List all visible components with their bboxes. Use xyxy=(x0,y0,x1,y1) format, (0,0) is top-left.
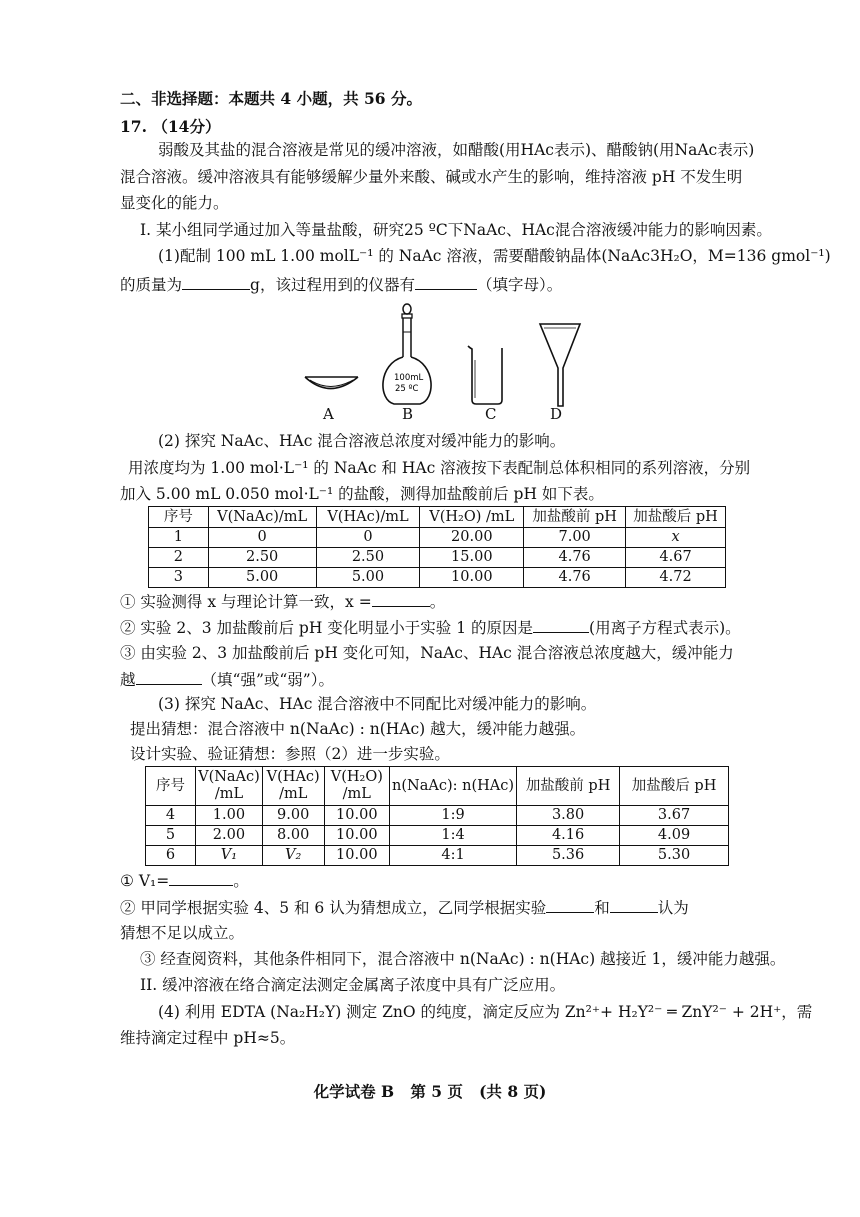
q2-item-3-text: 越 xyxy=(120,671,136,689)
table2-header: V(H₂O) /mL xyxy=(324,767,389,806)
q3-item-2-end: 认为 xyxy=(657,899,689,917)
q2-item-2-end: (用离子方程式表示)。 xyxy=(589,619,741,637)
flask-temp-label: 25 ºC xyxy=(395,384,419,394)
q1-line-2 xyxy=(120,274,760,295)
table-cell: V₁ xyxy=(196,846,263,866)
q3-design: 设计实验、验证猜想：参照（2）进一步实验。 xyxy=(130,745,450,763)
q2-item-1-text: ① 实验测得 x 与理论计算一致，x = xyxy=(120,593,372,611)
page-footer: 化学试卷 B 第 5 页 (共 8 页) xyxy=(313,1082,547,1101)
q2-desc-2: 加入 5.00 mL 0.050 mol·L⁻¹ 的盐酸，测得加盐酸前后 pH 如下表。 xyxy=(120,485,604,503)
table-cell: 5.00 xyxy=(316,568,420,588)
table-cell: 10.00 xyxy=(324,806,389,826)
table-cell: 1 xyxy=(149,528,209,548)
table-cell: 0 xyxy=(208,528,316,548)
table-cell: 2.50 xyxy=(208,548,316,568)
table-ratio xyxy=(145,766,729,866)
q2-desc-1: 用浓度均为 1.00 mol·L⁻¹ 的 NaAc 和 HAc 溶液按下表配制总体积相同的系列溶液，分别 xyxy=(128,459,751,477)
table-total-concentration xyxy=(148,506,726,588)
table-cell: 4 xyxy=(146,806,196,826)
section-header: 二、非选择题：本题共 4 小题，共 56 分。 xyxy=(120,89,422,108)
q3-item-2-and: 和 xyxy=(594,899,610,917)
experiment-blank-2[interactable] xyxy=(610,897,658,913)
table-row xyxy=(146,846,729,866)
table-cell: 2.00 xyxy=(196,826,263,846)
q3-item-1 xyxy=(120,870,760,891)
q4-line-2: 维持滴定过程中 pH≈5。 xyxy=(120,1029,296,1047)
table-cell: 5 xyxy=(146,826,196,846)
apparatus-answer-blank[interactable] xyxy=(415,274,477,290)
q1-line-1: (1)配制 100 mL 1.00 molL⁻¹ 的 NaAc 溶液，需要醋酸钠晶体(NaAc3H₂O，M=136 gmol⁻¹) xyxy=(158,247,831,265)
table-cell: 5.00 xyxy=(208,568,316,588)
question-number: 17. xyxy=(120,117,147,136)
table-cell: 7.00 xyxy=(524,528,626,548)
table-cell: 4.72 xyxy=(626,568,726,588)
table2-header: V(HAc) /mL xyxy=(262,767,324,806)
table-row xyxy=(146,826,729,846)
table2-header-row xyxy=(146,767,729,806)
q2-title: (2) 探究 NaAc、HAc 混合溶液总浓度对缓冲能力的影响。 xyxy=(158,432,566,450)
table-cell: V₂ xyxy=(262,846,324,866)
table-cell: 0 xyxy=(316,528,420,548)
q3-title: (3) 探究 NaAc、HAc 混合溶液中不同配比对缓冲能力的影响。 xyxy=(158,695,597,713)
volumetric-flask-icon xyxy=(383,304,431,404)
table-cell: 1:4 xyxy=(390,826,517,846)
intro-line-3: 显变化的能力。 xyxy=(120,194,229,212)
part2-title: II. 缓冲溶液在络合滴定法测定金属离子浓度中具有广泛应用。 xyxy=(140,976,566,994)
intro-line-2: 混合溶液。缓冲溶液具有能够缓解少量外来酸、碱或水产生的影响，维持溶液 pH 不发生明 xyxy=(120,168,743,186)
table2-header: V(NaAc) /mL xyxy=(196,767,263,806)
table2-header: 加盐酸后 pH xyxy=(620,767,729,806)
q1-text-c: （填字母）。 xyxy=(476,276,563,294)
q3-item-1-text: ① V₁= xyxy=(120,872,170,890)
apparatus-label-a: A xyxy=(323,405,334,423)
table-cell: 4.76 xyxy=(524,568,626,588)
q3-item-1-end: 。 xyxy=(233,872,249,890)
table2-header: n(NaAc): n(HAc) xyxy=(390,767,517,806)
q2-item-3-line-2 xyxy=(120,669,760,690)
q1-text-b: g，该过程用到的仪器有 xyxy=(250,276,415,294)
table-cell: 1:9 xyxy=(390,806,517,826)
table2-header: 加盐酸前 pH xyxy=(517,767,620,806)
q1-text-a: 的质量为 xyxy=(120,276,183,294)
table-cell: 4.16 xyxy=(517,826,620,846)
table-cell: 4.67 xyxy=(626,548,726,568)
mass-answer-blank[interactable] xyxy=(182,274,250,290)
beaker-icon xyxy=(468,346,502,404)
apparatus-label-b: B xyxy=(402,405,414,423)
q2-item-2-text: ② 实验 2、3 加盐酸前后 pH 变化明显小于实验 1 的原因是 xyxy=(120,619,534,637)
q2-item-3-line-1: ③ 由实验 2、3 加盐酸前后 pH 变化可知，NaAc、HAc 混合溶液总浓度越大，缓冲能力 xyxy=(120,644,734,662)
intro-line-1: 弱酸及其盐的混合溶液是常见的缓冲溶液，如醋酸(用HAc表示)、醋酸钠(用NaAc表示) xyxy=(158,141,755,159)
table2-header: 序号 xyxy=(146,767,196,806)
table-cell: 8.00 xyxy=(262,826,324,846)
table1-header: 序号 xyxy=(149,507,209,528)
table-cell: 3 xyxy=(149,568,209,588)
q2-item-2 xyxy=(120,617,770,638)
table1-header-row xyxy=(149,507,726,528)
q3-item-2 xyxy=(120,897,760,918)
table-row xyxy=(149,568,726,588)
table-cell: 2 xyxy=(149,548,209,568)
question-number-line xyxy=(120,117,760,137)
table-cell: 10.00 xyxy=(324,846,389,866)
apparatus-diagram xyxy=(290,300,590,425)
q2-item-1 xyxy=(120,591,760,612)
funnel-icon xyxy=(540,324,580,406)
table-cell: 4.76 xyxy=(524,548,626,568)
experiment-blank-1[interactable] xyxy=(546,897,594,913)
flask-volume-label: 100mL xyxy=(394,373,424,383)
table-cell: 10.00 xyxy=(324,826,389,846)
table-cell: 4.09 xyxy=(620,826,729,846)
part1-title: I. 某小组同学通过加入等量盐酸，研究25 ºC下NaAc、HAc混合溶液缓冲能力的影响因素。 xyxy=(140,221,772,239)
q3-hypothesis: 提出猜想：混合溶液中 n(NaAc) : n(HAc) 越大，缓冲能力越强。 xyxy=(130,720,586,738)
table-cell: 2.50 xyxy=(316,548,420,568)
q2-item-1-end: 。 xyxy=(429,593,446,611)
table1-header: V(NaAc)/mL xyxy=(208,507,316,528)
q4-line-1: (4) 利用 EDTA (Na₂H₂Y) 测定 ZnO 的纯度，滴定反应为 Zn²⁺+ H₂Y²⁻ ═ ZnY²⁻ + 2H⁺，需 xyxy=(158,1003,813,1021)
q2-item-3-end: （填“强”或“弱”）。 xyxy=(201,671,334,689)
table-cell: 9.00 xyxy=(262,806,324,826)
table-cell: 15.00 xyxy=(420,548,524,568)
ion-equation-blank[interactable] xyxy=(533,617,589,633)
table-row xyxy=(149,528,726,548)
table-cell: 6 xyxy=(146,846,196,866)
table1-header: 加盐酸前 pH xyxy=(524,507,626,528)
table-cell: 3.80 xyxy=(517,806,620,826)
table-row xyxy=(149,548,726,568)
table-cell: 3.67 xyxy=(620,806,729,826)
table1-header: V(HAc)/mL xyxy=(316,507,420,528)
apparatus-label-c: C xyxy=(485,405,497,423)
question-points: （14分） xyxy=(152,117,221,136)
evaporating-dish-icon xyxy=(305,377,358,389)
v1-answer-blank[interactable] xyxy=(169,870,233,886)
x-answer-blank[interactable] xyxy=(372,591,430,607)
table1-header: 加盐酸后 pH xyxy=(626,507,726,528)
table-cell: 10.00 xyxy=(420,568,524,588)
table1-header: V(H₂O) /mL xyxy=(420,507,524,528)
q3-item-2-line-2: 猜想不足以成立。 xyxy=(120,924,245,942)
q3-item-3: ③ 经查阅资料，其他条件相同下，混合溶液中 n(NaAc) : n(HAc) 越接近 1，缓冲能力越强。 xyxy=(140,950,786,968)
table-cell: 4:1 xyxy=(390,846,517,866)
q3-item-2-text: ② 甲同学根据实验 4、5 和 6 认为猜想成立，乙同学根据实验 xyxy=(120,899,547,917)
table-row xyxy=(146,806,729,826)
table-cell: 1.00 xyxy=(196,806,263,826)
table-cell: 5.36 xyxy=(517,846,620,866)
table-cell: 20.00 xyxy=(420,528,524,548)
table-cell: x xyxy=(626,528,726,548)
apparatus-label-d: D xyxy=(550,405,563,423)
strong-weak-blank[interactable] xyxy=(136,669,202,685)
table-cell: 5.30 xyxy=(620,846,729,866)
